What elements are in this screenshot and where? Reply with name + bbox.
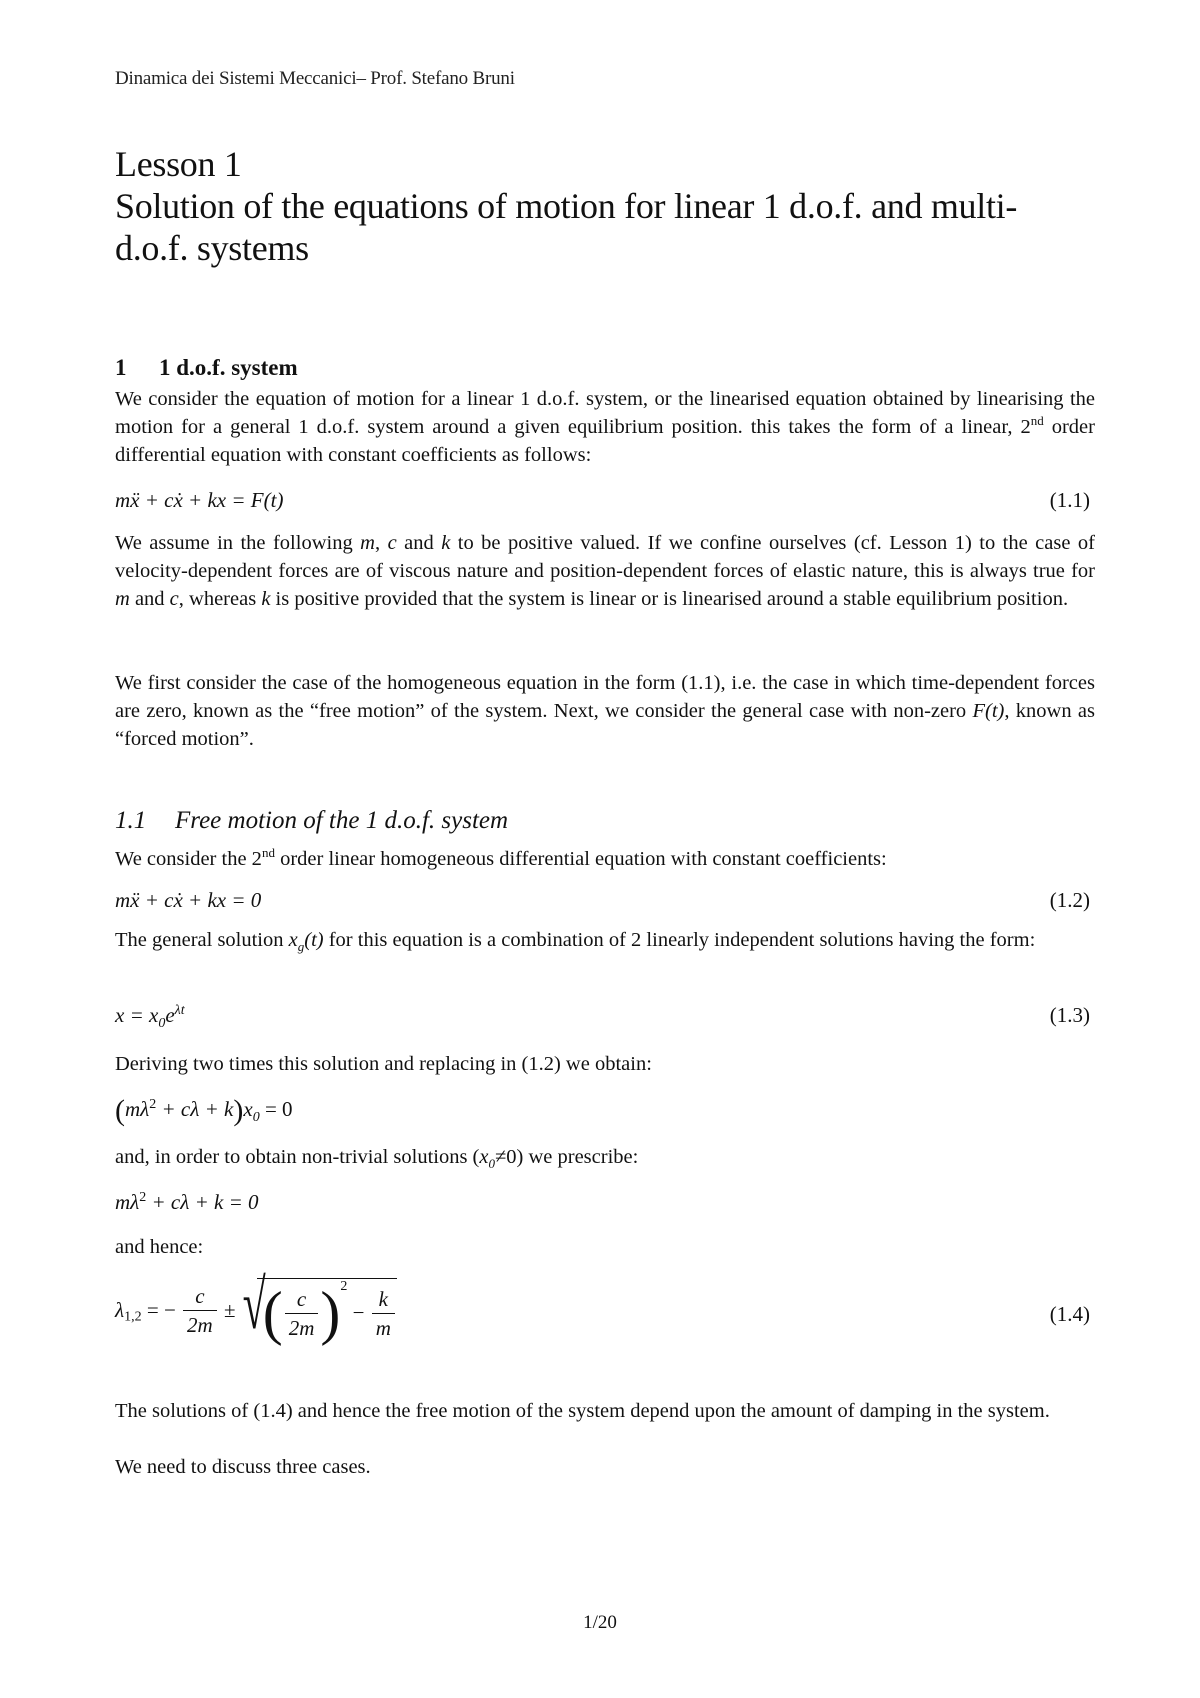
paragraph-text: , known as “forced motion”. — [115, 700, 1095, 750]
paragraph-text: to be positive valued. If we confine ourselves (cf. Lesson 1) to the case of velocity-dependent forces are of viscous nature and position-dependent forces of elastic nature, this is always true for — [115, 532, 1095, 582]
equation-1-4 — [115, 1278, 1090, 1358]
superscript: nd — [1030, 413, 1044, 429]
frac-numerator: c — [183, 1282, 217, 1311]
square-root — [257, 1278, 397, 1347]
paragraph-text: We first consider the case of the homogeneous equation in the form (1.1), i.e. the case in which time-dependent forces are zero, known as the “free motion” of the system. Next, we consider the general case with non-zero — [115, 672, 1095, 722]
symbol-c: c — [387, 532, 397, 554]
paragraph-text: for this equation is a combination of 2 linearly independent solutions having the form: — [323, 929, 1036, 951]
paren-open: ( — [115, 1094, 125, 1127]
eq-part: = − — [141, 1298, 176, 1323]
equation-expression — [115, 1094, 293, 1128]
frac-numerator: c — [285, 1285, 319, 1314]
equation-number: (1.3) — [1049, 1003, 1090, 1027]
paragraph-text: We consider the 2 — [115, 848, 262, 870]
eq-part: x — [243, 1097, 253, 1121]
eq-lambda: λ — [115, 1298, 125, 1323]
equation-1-1 — [115, 488, 1090, 520]
eq-part: x = x — [115, 1003, 159, 1027]
paragraph-text: ) we prescribe: — [516, 1146, 639, 1168]
symbol-m: m — [360, 532, 375, 554]
equation-expression: mẍ + cẋ + kx = F(t) — [115, 488, 284, 512]
equation-expression — [115, 1003, 185, 1032]
eq-part: e — [165, 1003, 175, 1027]
paragraph-text: , whereas — [178, 588, 262, 610]
subsection-number: 1.1 — [115, 807, 147, 834]
paragraph-text: The general solution — [115, 929, 289, 951]
symbol-t: (t) — [304, 929, 324, 951]
equation-characteristic — [115, 1190, 1090, 1222]
eq-part: + cλ + k = 0 — [146, 1190, 259, 1214]
equation-number: (1.1) — [1049, 488, 1090, 512]
paragraph-text: We consider the equation of motion for a linear 1 d.o.f. system, or the linearised equation obtained by linearising the motion for a general 1 d.o.f. system around a given equilibrium position. this takes the form of a linear, 2 — [115, 388, 1095, 438]
paragraph-homogeneous — [115, 845, 1095, 873]
frac-numerator: k — [372, 1285, 395, 1314]
paragraph-text: order linear homogeneous differential equation with constant coefficients: — [274, 848, 887, 870]
superscript: nd — [261, 845, 275, 861]
paragraph-intro — [115, 385, 1095, 469]
paragraph-text: , — [374, 532, 388, 554]
frac-denominator: 2m — [187, 1313, 213, 1338]
paren-close: ) — [233, 1094, 244, 1127]
subscript: g — [297, 939, 305, 955]
eq-superscript: 2 — [340, 1279, 348, 1294]
title-line-1: Lesson 1 — [115, 144, 242, 184]
paragraph-nontrivial — [115, 1143, 1095, 1171]
subscript: 0 — [488, 1156, 495, 1172]
equation-expression: mẍ + cẋ + kx = 0 — [115, 888, 262, 912]
paragraph-text: ≠0 — [495, 1146, 517, 1168]
paragraph-general-solution — [115, 926, 1095, 954]
paragraph-text: and, in order to obtain non-trivial solutions ( — [115, 1146, 480, 1168]
title-line-2: Solution of the equations of motion for linear 1 d.o.f. and multi- — [115, 186, 1018, 226]
section-heading — [115, 355, 298, 381]
equation-number: (1.4) — [1049, 1302, 1090, 1326]
eq-part: mλ — [115, 1190, 140, 1214]
equation-characteristic-product — [115, 1094, 1090, 1126]
eq-superscript: 2 — [139, 1190, 147, 1205]
paragraph-text: and — [129, 588, 170, 610]
eq-subscript: 1,2 — [124, 1309, 142, 1325]
paragraph-hence: and hence: — [115, 1236, 204, 1258]
eq-part: = 0 — [259, 1097, 293, 1121]
symbol-x: x — [288, 929, 298, 951]
eq-superscript: λt — [174, 1003, 185, 1018]
fraction-c-over-2m — [285, 1285, 319, 1342]
symbol-c: c — [169, 588, 179, 610]
symbol-F-t: F(t) — [972, 700, 1005, 722]
symbol-m: m — [115, 588, 130, 610]
paragraph-free-forced — [115, 669, 1095, 753]
page-number: 1/20 — [583, 1612, 617, 1633]
paragraph-text: order differential equation with constant coefficients as follows: — [115, 416, 1095, 466]
paragraph-text: We assume in the following — [115, 532, 361, 554]
subsection-title: Free motion of the 1 d.o.f. system — [175, 807, 509, 834]
lesson-title — [115, 143, 1105, 269]
paren-open: ( — [262, 1280, 283, 1347]
eq-part: ± — [218, 1298, 241, 1323]
symbol-k: k — [261, 588, 271, 610]
fraction-k-over-m — [372, 1285, 395, 1342]
paragraph-assumptions — [115, 529, 1095, 613]
title-line-3: d.o.f. systems — [115, 228, 309, 268]
running-header: Dinamica dei Sistemi Meccanici– Prof. Stefano Bruni — [115, 68, 515, 89]
frac-denominator: 2m — [288, 1315, 315, 1340]
frac-denominator: m — [375, 1315, 391, 1340]
paragraph-deriving: Deriving two times this solution and replacing in (1.2) we obtain: — [115, 1053, 652, 1075]
eq-part: − — [347, 1300, 370, 1325]
equation-number: (1.2) — [1049, 888, 1090, 912]
eq-part: mλ — [125, 1097, 150, 1121]
eq-superscript: 2 — [149, 1097, 157, 1112]
fraction-c-over-2m — [183, 1282, 217, 1339]
section-title: 1 d.o.f. system — [159, 355, 298, 380]
paragraph-text: and — [396, 532, 442, 554]
paragraph-damping: The solutions of (1.4) and hence the free motion of the system depend upon the amount of damping in the system. — [115, 1400, 1050, 1422]
eq-subscript: 0 — [158, 1016, 166, 1031]
paren-close: ) — [320, 1280, 341, 1347]
symbol-x: x — [479, 1146, 489, 1168]
equation-expression — [115, 1278, 397, 1347]
equation-1-3 — [115, 1003, 1090, 1035]
equation-1-2 — [115, 888, 1090, 920]
eq-subscript: 0 — [252, 1110, 260, 1125]
subsection-heading — [115, 807, 508, 835]
eq-part: + cλ + k — [156, 1097, 234, 1121]
equation-expression — [115, 1190, 259, 1215]
section-number: 1 — [115, 355, 127, 380]
symbol-k: k — [441, 532, 451, 554]
paragraph-three-cases: We need to discuss three cases. — [115, 1456, 371, 1478]
paragraph-text: is positive provided that the system is linear or is linearised around a stable equilibrium position. — [270, 588, 1069, 610]
